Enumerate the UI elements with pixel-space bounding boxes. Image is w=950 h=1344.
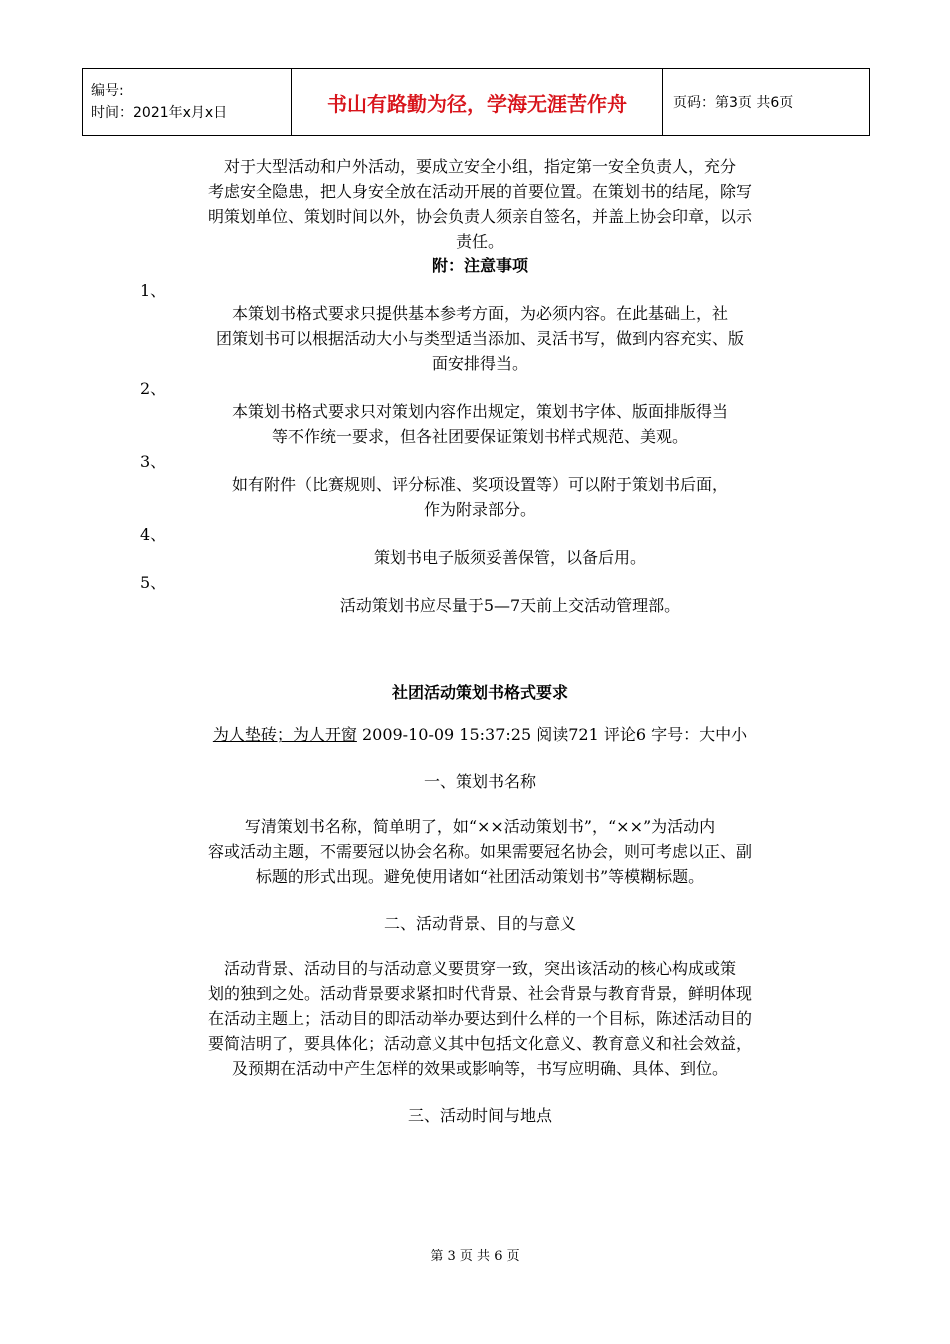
document-number-label: 编号:	[91, 83, 124, 99]
note-line: 作为附录部分。	[423, 500, 536, 519]
intro-block	[140, 154, 820, 618]
note-item	[140, 278, 820, 376]
intro-line: 明策划单位、策划时间以外，协会负责人须亲自签名，并盖上协会印章，以示	[207, 207, 752, 226]
section-line: 容或活动主题，不需要冠以协会名称。如果需要冠名协会，则可考虑以正、副	[207, 842, 752, 861]
page-footer: 第 3 页 共 6 页	[430, 1249, 520, 1264]
note-item	[140, 522, 820, 570]
section-body	[140, 814, 820, 889]
section-line: 标题的形式出现。避免使用诸如“社团活动策划书”等模糊标题。	[255, 867, 705, 886]
section-line: 及预期在活动中产生怎样的效果或影响等，书写应明确、具体、到位。	[231, 1059, 728, 1078]
section-line: 要简洁明了，要具体化；活动意义其中包括文化意义、教育意义和社会效益，	[207, 1034, 752, 1053]
note-line: 本策划书格式要求只提供基本参考方面，为必须内容。在此基础上，社	[231, 304, 728, 323]
note-line: 团策划书可以根据活动大小与类型适当添加、灵活书写，做到内容充实、版	[215, 329, 744, 348]
intro-line: 考虑安全隐患，把人身安全放在活动开展的首要位置。在策划书的结尾，除写	[207, 182, 752, 201]
article-meta	[140, 722, 820, 747]
note-number: 3、	[140, 452, 167, 471]
author-link[interactable]: 为人垫砖；为人开窗	[212, 725, 357, 744]
section-line: 写清策划书名称，简单明了，如“××活动策划书”，“××”为活动内	[244, 817, 716, 836]
notes-title: 附：注意事项	[431, 256, 528, 275]
intro-line: 对于大型活动和户外活动，要成立安全小组，指定第一安全负责人，充分	[223, 157, 736, 176]
note-line: 等不作统一要求，但各社团要保证策划书样式规范、美观。	[271, 427, 688, 446]
section-heading: 三、活动时间与地点	[407, 1106, 552, 1125]
note-number: 5、	[140, 573, 167, 592]
section-line: 划的独到之处。活动背景要求紧扣时代背景、社会背景与教育背景，鲜明体现	[207, 984, 752, 1003]
section-heading: 一、策划书名称	[423, 772, 536, 791]
header-page-info: 页码：第3页 共6页	[663, 69, 870, 136]
section-line: 活动背景、活动目的与活动意义要贯穿一致，突出该活动的核心构成或策	[223, 959, 736, 978]
article-meta-info: 2009-10-09 15:37:25 阅读721 评论6 字号：大中小	[356, 725, 748, 744]
note-line: 活动策划书应尽量于5—7天前上交活动管理部。	[339, 596, 681, 615]
article-title: 社团活动策划书格式要求	[391, 683, 568, 702]
note-number: 4、	[140, 525, 167, 544]
article-block	[140, 680, 820, 1128]
section-body	[140, 956, 820, 1081]
section-line: 在活动主题上；活动目的即活动举办要达到什么样的一个目标，陈述活动目的	[207, 1009, 752, 1028]
note-item	[140, 449, 820, 522]
note-line: 策划书电子版须妥善保管，以备后用。	[373, 548, 646, 567]
header-left-cell	[83, 69, 292, 136]
note-item	[140, 376, 820, 449]
note-number: 2、	[140, 379, 167, 398]
note-line: 本策划书格式要求只对策划内容作出规定，策划书字体、版面排版得当	[231, 402, 728, 421]
document-time-label: 时间：2021年x月x日	[91, 105, 228, 121]
intro-line: 责任。	[455, 232, 504, 251]
note-item	[140, 570, 820, 618]
document-header	[82, 68, 870, 136]
note-number: 1、	[140, 281, 167, 300]
section-heading: 二、活动背景、目的与意义	[383, 914, 576, 933]
header-motto: 书山有路勤为径，学海无涯苦作舟	[292, 69, 663, 136]
note-line: 如有附件（比赛规则、评分标准、奖项设置等）可以附于策划书后面，	[231, 475, 728, 494]
note-line: 面安排得当。	[431, 354, 528, 373]
